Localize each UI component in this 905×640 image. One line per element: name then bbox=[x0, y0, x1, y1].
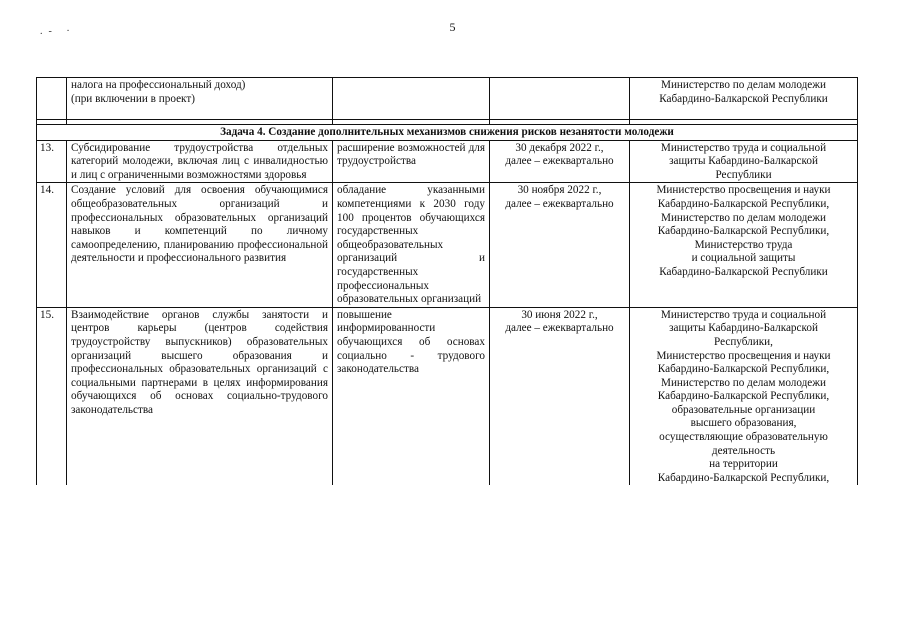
table-row bbox=[37, 140, 858, 183]
executor-cell: Министерство труда и социальной защиты Кабардино-Балкарской Республики, Министерство просвещения и науки Кабардино-Балкарской Республики, Министерство по делам молодежи Кабардино-Балкарской Республики, образовательные организации высшего образования, осуществляющие образовательную деятельность на территории Кабардино-Балкарской Республики, bbox=[630, 307, 858, 485]
deadline-cell: 30 ноября 2022 г., далее – ежеквартально bbox=[490, 183, 630, 307]
result-cell bbox=[333, 78, 490, 120]
task-heading: Задача 4. Создание дополнительных механизмов снижения рисков незанятости молодежи bbox=[37, 125, 858, 141]
activity-cell: Взаимодействие органов службы занятости и центров карьеры (центров содействия трудоустройству выпускников) образовательных организаций высшего образования и профессиональных образовательных организаций с социальными партнерами в целях информирования обучающихся об основах социально-трудового законодательства bbox=[67, 307, 333, 485]
deadline-cell: 30 декабря 2022 г., далее – ежеквартально bbox=[490, 140, 630, 183]
deadline-cell bbox=[490, 78, 630, 120]
row-number: 13. bbox=[37, 140, 67, 183]
task-heading-row bbox=[37, 125, 858, 141]
activity-cell: Создание условий для освоения обучающимися общеобразовательных организаций и профессиональных образовательных организаций навыков и компетенций по личному самоопределению, планированию профессиональной деятельности и профессионального развития bbox=[67, 183, 333, 307]
table-row-continued bbox=[37, 78, 858, 120]
row-number: 14. bbox=[37, 183, 67, 307]
result-cell: расширение возможностей для трудоустройства bbox=[333, 140, 490, 183]
table-row bbox=[37, 307, 858, 485]
activity-cell: Субсидирование трудоустройства отдельных категорий молодежи, включая лиц с инвалидностью и лиц с ограниченными возможностями здоровья bbox=[67, 140, 333, 183]
result-cell: обладание указанными компетенциями к 2030 году 100 процентов обучающихся государственных общеобразовательных организаций и государственных профессиональных образовательных организаций bbox=[333, 183, 490, 307]
deadline-cell: 30 июня 2022 г., далее – ежеквартально bbox=[490, 307, 630, 485]
activity-cell: налога на профессиональный доход) (при включении в проект) bbox=[67, 78, 333, 120]
scan-artifact-mark: .- · bbox=[40, 26, 76, 37]
result-cell: повышение информированности обучающихся об основах социально - трудового законодательства bbox=[333, 307, 490, 485]
executor-cell: Министерство труда и социальной защиты Кабардино-Балкарской Республики bbox=[630, 140, 858, 183]
measures-table bbox=[36, 77, 858, 485]
row-number: 15. bbox=[37, 307, 67, 485]
executor-cell: Министерство по делам молодежи Кабардино-Балкарской Республики bbox=[630, 78, 858, 120]
table-row bbox=[37, 183, 858, 307]
executor-cell: Министерство просвещения и науки Кабардино-Балкарской Республики, Министерство по делам молодежи Кабардино-Балкарской Республики, Министерство труда и социальной защиты Кабардино-Балкарской Республики bbox=[630, 183, 858, 307]
page-number: 5 bbox=[449, 20, 456, 34]
row-number bbox=[37, 78, 67, 120]
